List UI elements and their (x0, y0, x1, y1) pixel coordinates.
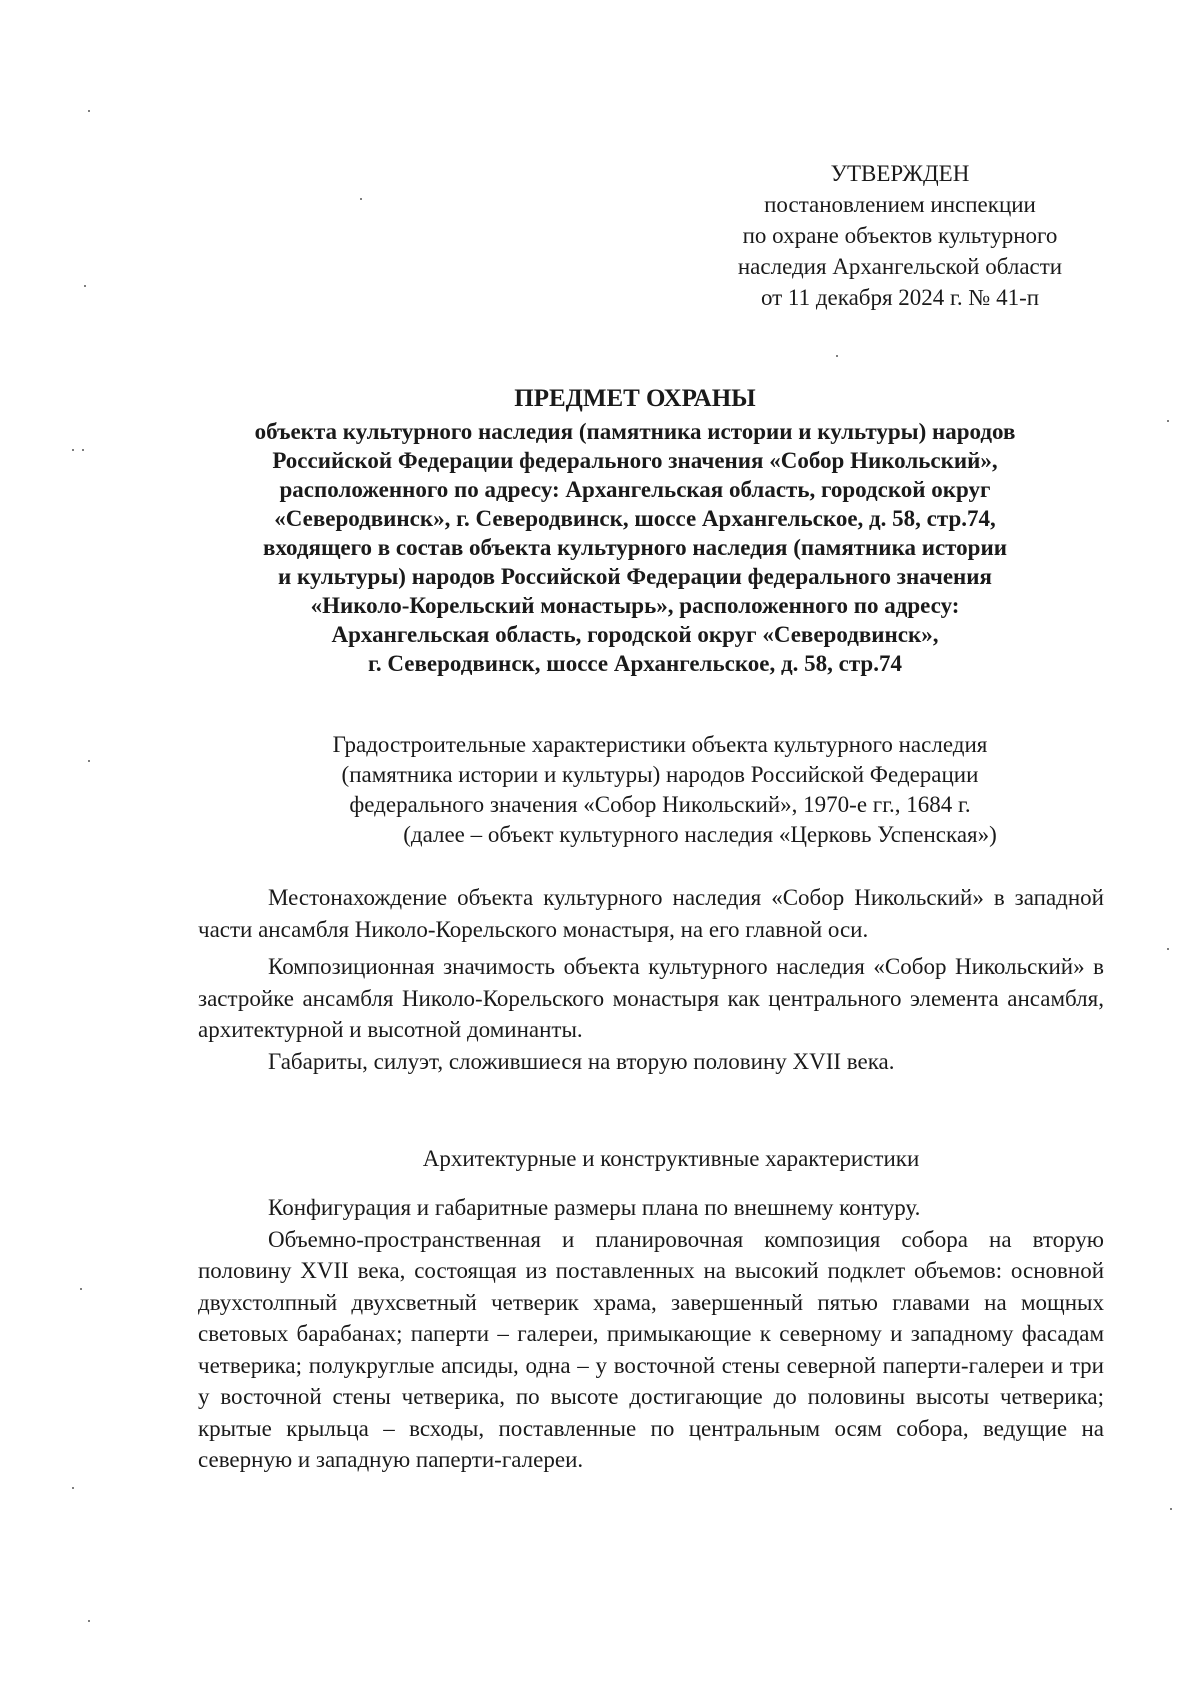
urban-section-heading (225, 730, 1095, 850)
approval-line: наследия Архангельской области (737, 254, 1063, 279)
scan-speck (72, 1487, 74, 1489)
title-line: Архангельская область, городской округ «Северодвинск», (331, 622, 939, 647)
scan-speck (80, 1288, 82, 1290)
paragraph: Конфигурация и габаритные размеры плана по внешнему контуру. (268, 1195, 921, 1220)
scan-speck (836, 355, 838, 357)
scan-speck (1167, 420, 1169, 422)
title-line: входящего в состав объекта культурного наследия (памятника истории (263, 535, 1007, 560)
scan-speck (1167, 948, 1169, 950)
approval-title: УТВЕРЖДЕН (830, 161, 970, 186)
scan-speck (360, 198, 362, 200)
title-line: объекта культурного наследия (памятника истории и культуры) народов (254, 419, 1016, 444)
paragraph: Местонахождение объекта культурного наследия «Собор Никольский» в западной части ансамбля Николо-Корельского монастыря, на его главной оси. (198, 885, 1104, 942)
title-line: «Северодвинск», г. Северодвинск, шоссе Архангельское, д. 58, стр.74, (274, 506, 996, 531)
title-line: г. Северодвинск, шоссе Архангельское, д. 58, стр.74 (368, 651, 902, 676)
title-line: расположенного по адресу: Архангельская область, городской округ (279, 477, 991, 502)
document-title (150, 384, 1120, 678)
scan-speck (88, 110, 90, 112)
title-main: ПРЕДМЕТ ОХРАНЫ (514, 385, 756, 412)
approval-block (690, 158, 1110, 313)
scan-speck (82, 449, 84, 451)
section-heading-line: федерального значения «Собор Никольский», 1970-е гг., 1684 г. (349, 792, 971, 817)
paragraph: Композиционная значимость объекта культурного наследия «Собор Никольский» в застройке ансамбля Николо-Корельского монастыря как центрального элемента ансамбля, архитектурной и высотной доминанты. (198, 954, 1104, 1042)
title-line: Российской Федерации федерального значения «Собор Никольский», (272, 448, 998, 473)
scan-speck (1170, 1508, 1172, 1510)
title-line: «Николо-Корельский монастырь», расположенного по адресу: (310, 593, 960, 618)
section-heading-line: (далее – объект культурного наследия «Церковь Успенская») (403, 822, 997, 847)
approval-line: по охране объектов культурного (742, 223, 1058, 248)
paragraph: Объемно-пространственная и планировочная композиция собора на вторую половину XVII века, состоящая из поставленных на высокий подклет объемов: основной двухстолпный двухсветный четверик храма, завершенный пятью главами на мощных световых барабанах; паперти – галереи, примыкающие к северному и западному фасадам четверика; полукруглые апсиды, одна – у восточной стены северной паперти-галереи и три у восточной стены четверика, по высоте достигающие до половины высоты четверика; крытые крыльца – всходы, поставленные по центральным осям собора, ведущие на северную и западную паперти-галереи. (198, 1226, 1104, 1472)
scan-speck (84, 285, 86, 287)
approval-line: постановлением инспекции (764, 192, 1036, 217)
scan-speck (88, 760, 90, 762)
title-line: и культуры) народов Российской Федерации федерального значения (278, 564, 992, 589)
urban-paragraphs (198, 882, 1104, 1077)
scan-speck (88, 1620, 90, 1622)
arch-paragraphs (198, 1192, 1104, 1476)
section-heading-line: Градостроительные характеристики объекта культурного наследия (332, 732, 988, 757)
arch-section-heading: Архитектурные и конструктивные характеристики (422, 1146, 920, 1171)
scan-speck (72, 449, 74, 451)
paragraph: Габариты, силуэт, сложившиеся на вторую половину XVII века. (268, 1048, 895, 1074)
section-heading-line: (памятника истории и культуры) народов Российской Федерации (341, 762, 979, 787)
approval-date: от 11 декабря 2024 г. № 41-п (760, 285, 1040, 310)
